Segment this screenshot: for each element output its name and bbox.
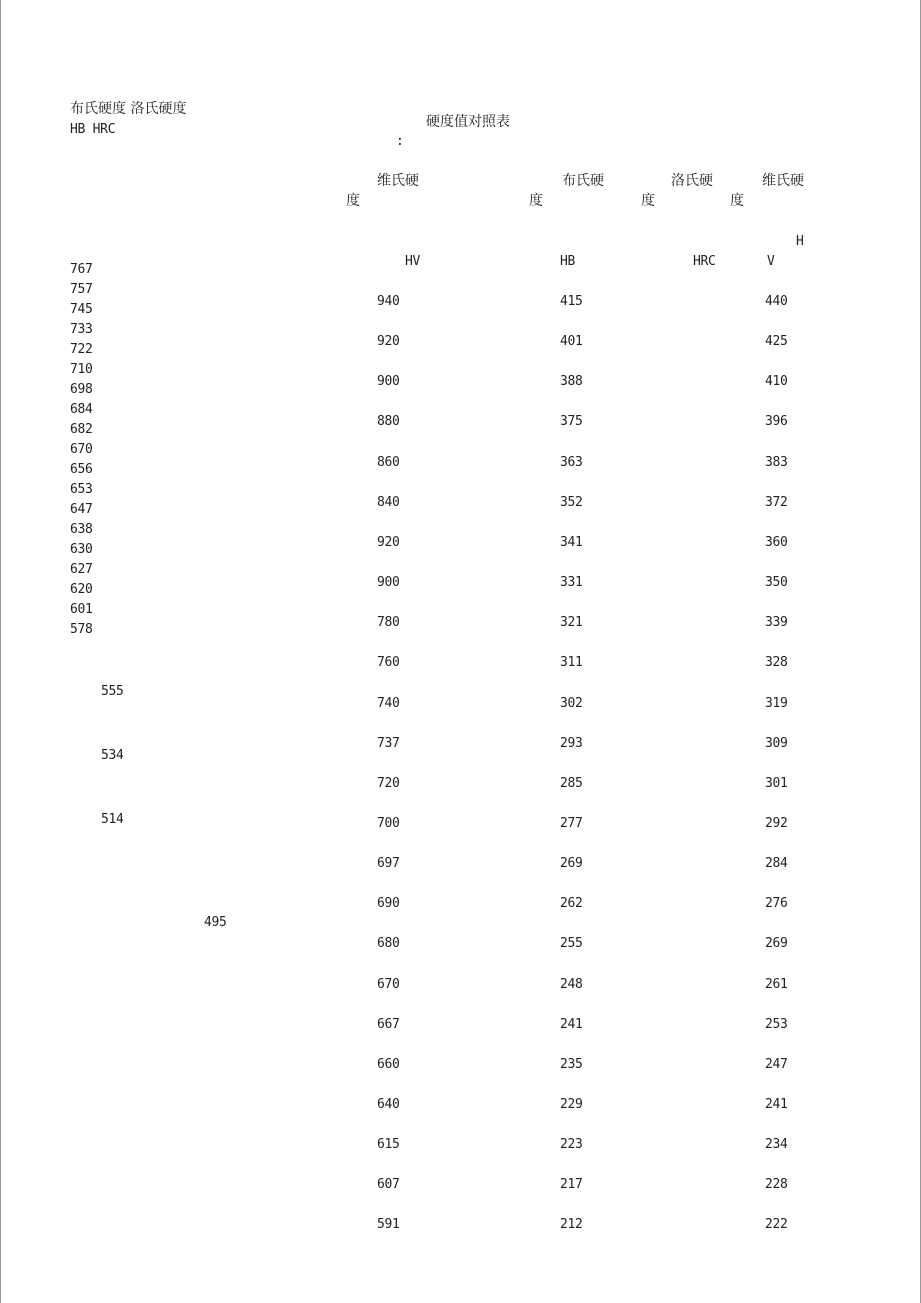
- table-row: [1, 896, 921, 916]
- vickers-value: 780: [377, 615, 400, 630]
- left-value: 578: [70, 622, 93, 637]
- vickers-value: 700: [377, 816, 400, 831]
- brinell-value: 401: [560, 334, 583, 349]
- left-value: 745: [70, 302, 93, 317]
- table-row: [1, 1097, 921, 1117]
- table-row: [1, 776, 921, 796]
- vickers-value: 607: [377, 1177, 400, 1192]
- vickers2-value: 339: [765, 615, 788, 630]
- brinell-value: 331: [560, 575, 583, 590]
- title-colon: :: [396, 134, 404, 149]
- table-row: [1, 1017, 921, 1037]
- vickers2-value: 276: [765, 896, 788, 911]
- vickers-value: 940: [377, 294, 400, 309]
- col-header-rockwell-line2: 度: [641, 193, 655, 209]
- brinell-value: 269: [560, 856, 583, 871]
- table-row: [1, 1177, 921, 1197]
- vickers2-value: 360: [765, 535, 788, 550]
- table-row: [1, 615, 921, 635]
- vickers2-value: 261: [765, 977, 788, 992]
- vickers2-value: 309: [765, 736, 788, 751]
- vickers-value: 690: [377, 896, 400, 911]
- vickers-value: 900: [377, 374, 400, 389]
- table-row: [1, 455, 921, 475]
- left-value: 698: [70, 382, 93, 397]
- left-value: 653: [70, 482, 93, 497]
- left-value: 647: [70, 502, 93, 517]
- brinell-value: 375: [560, 414, 583, 429]
- left-header-units: HB HRC: [70, 122, 116, 137]
- brinell-value: 293: [560, 736, 583, 751]
- vickers2-value: 410: [765, 374, 788, 389]
- vickers-value: 660: [377, 1057, 400, 1072]
- left-value: 684: [70, 402, 93, 417]
- brinell-value: 223: [560, 1137, 583, 1152]
- table-row: [1, 535, 921, 555]
- table-row: [1, 334, 921, 354]
- left-extra-value: 514: [101, 812, 124, 827]
- vickers2-value: 292: [765, 816, 788, 831]
- left-value: 630: [70, 542, 93, 557]
- unit-label-hb: HB: [560, 254, 576, 269]
- brinell-value: 262: [560, 896, 583, 911]
- brinell-value: 235: [560, 1057, 583, 1072]
- vickers2-value: 372: [765, 495, 788, 510]
- brinell-value: 415: [560, 294, 583, 309]
- left-value: 638: [70, 522, 93, 537]
- vickers-value: 840: [377, 495, 400, 510]
- left-extra-value: 495: [204, 915, 227, 930]
- brinell-value: 212: [560, 1217, 583, 1232]
- left-value: 601: [70, 602, 93, 617]
- brinell-value: 217: [560, 1177, 583, 1192]
- vickers-value: 860: [377, 455, 400, 470]
- brinell-value: 248: [560, 977, 583, 992]
- brinell-value: 302: [560, 696, 583, 711]
- vickers2-value: 228: [765, 1177, 788, 1192]
- brinell-value: 277: [560, 816, 583, 831]
- col-header-brinell-line2: 度: [529, 193, 543, 209]
- table-row: [1, 655, 921, 675]
- vickers2-value: 269: [765, 936, 788, 951]
- vickers-value: 740: [377, 696, 400, 711]
- table-row: [1, 575, 921, 595]
- table-row: [1, 1057, 921, 1077]
- brinell-value: 321: [560, 615, 583, 630]
- vickers2-value: 284: [765, 856, 788, 871]
- vickers2-value: 222: [765, 1217, 788, 1232]
- unit-label-h: H: [796, 234, 804, 249]
- col-header-vickers2-line1: 维氏硬: [762, 173, 804, 189]
- table-row: [1, 1217, 921, 1237]
- left-value: 620: [70, 582, 93, 597]
- vickers-value: 591: [377, 1217, 400, 1232]
- brinell-value: 363: [560, 455, 583, 470]
- vickers-value: 900: [377, 575, 400, 590]
- left-header-title: 布氏硬度 洛氏硬度: [70, 101, 187, 117]
- brinell-value: 352: [560, 495, 583, 510]
- left-value: 757: [70, 282, 93, 297]
- left-value: 627: [70, 562, 93, 577]
- table-row: [1, 736, 921, 756]
- left-extra-value: 555: [101, 684, 124, 699]
- vickers-value: 640: [377, 1097, 400, 1112]
- table-row: [1, 936, 921, 956]
- vickers-value: 920: [377, 535, 400, 550]
- brinell-value: 341: [560, 535, 583, 550]
- vickers2-value: 396: [765, 414, 788, 429]
- table-row: [1, 294, 921, 314]
- vickers2-value: 253: [765, 1017, 788, 1032]
- vickers2-value: 350: [765, 575, 788, 590]
- unit-label-v: V: [767, 254, 775, 269]
- brinell-value: 388: [560, 374, 583, 389]
- vickers2-value: 328: [765, 655, 788, 670]
- vickers-value: 760: [377, 655, 400, 670]
- col-header-vickers2-line2: 度: [730, 193, 744, 209]
- vickers-value: 670: [377, 977, 400, 992]
- vickers-value: 880: [377, 414, 400, 429]
- col-header-vickers-line2: 度: [346, 193, 360, 209]
- brinell-value: 311: [560, 655, 583, 670]
- vickers2-value: 425: [765, 334, 788, 349]
- vickers2-value: 440: [765, 294, 788, 309]
- left-value: 670: [70, 442, 93, 457]
- left-value: 682: [70, 422, 93, 437]
- left-value: 722: [70, 342, 93, 357]
- brinell-value: 229: [560, 1097, 583, 1112]
- vickers-value: 667: [377, 1017, 400, 1032]
- left-value: 710: [70, 362, 93, 377]
- vickers-value: 920: [377, 334, 400, 349]
- left-extra-value: 534: [101, 748, 124, 763]
- vickers-value: 697: [377, 856, 400, 871]
- vickers-value: 615: [377, 1137, 400, 1152]
- table-row: [1, 414, 921, 434]
- col-header-rockwell-line1: 洛氏硬: [671, 173, 713, 189]
- left-value: 656: [70, 462, 93, 477]
- table-row: [1, 977, 921, 997]
- vickers2-value: 383: [765, 455, 788, 470]
- brinell-value: 255: [560, 936, 583, 951]
- brinell-value: 285: [560, 776, 583, 791]
- vickers2-value: 319: [765, 696, 788, 711]
- table-row: [1, 816, 921, 836]
- col-header-vickers-line1: 维氏硬: [377, 173, 419, 189]
- unit-label-hv: HV: [405, 254, 421, 269]
- vickers-value: 680: [377, 936, 400, 951]
- table-row: [1, 696, 921, 716]
- vickers2-value: 241: [765, 1097, 788, 1112]
- table-row: [1, 495, 921, 515]
- left-value: 733: [70, 322, 93, 337]
- table-row: [1, 374, 921, 394]
- left-value: 767: [70, 262, 93, 277]
- table-row: [1, 1137, 921, 1157]
- unit-label-hrc: HRC: [693, 254, 716, 269]
- vickers-value: 720: [377, 776, 400, 791]
- vickers2-value: 234: [765, 1137, 788, 1152]
- table-row: [1, 856, 921, 876]
- vickers2-value: 247: [765, 1057, 788, 1072]
- col-header-brinell-line1: 布氏硬: [562, 173, 604, 189]
- vickers2-value: 301: [765, 776, 788, 791]
- brinell-value: 241: [560, 1017, 583, 1032]
- document-title: 硬度值对照表: [426, 114, 510, 130]
- vickers-value: 737: [377, 736, 400, 751]
